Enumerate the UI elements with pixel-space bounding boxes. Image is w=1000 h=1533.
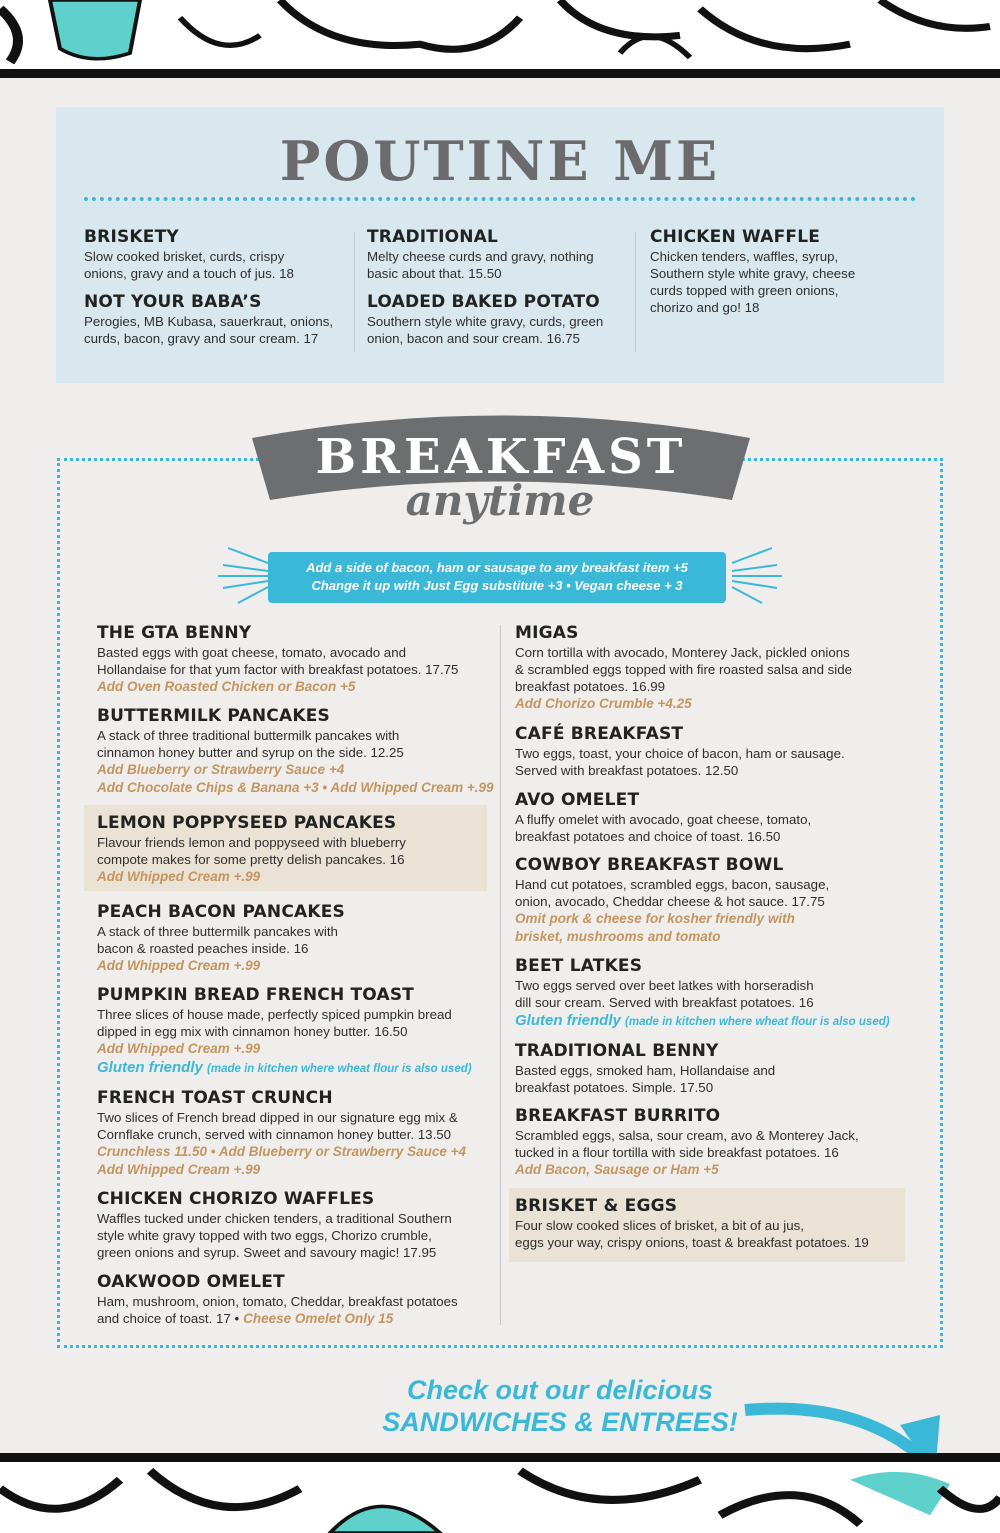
menu-item <box>97 1272 497 1328</box>
description-line: A fluffy omelet with avocado, goat cheese, tomato, <box>515 812 812 827</box>
description-line: Served with breakfast potatoes. 12.50 <box>515 763 739 778</box>
item-description <box>515 644 915 661</box>
item-description <box>515 745 915 762</box>
item-name: NOT YOUR BABA’S <box>84 292 262 312</box>
column-divider <box>635 232 636 352</box>
item-description <box>367 265 627 282</box>
item-name: BRISKETY <box>84 227 179 247</box>
item-description <box>367 330 627 347</box>
item-name: THE GTA BENNY <box>97 623 252 643</box>
description-line: breakfast potatoes. Simple. 17.50 <box>515 1080 714 1095</box>
gluten-friendly-label: Gluten friendly <box>515 1012 621 1029</box>
item-description <box>97 940 497 957</box>
description-line: Ham, mushroom, onion, tomato, Cheddar, breakfast potatoes <box>97 1294 458 1309</box>
item-description <box>515 876 915 893</box>
item-description <box>97 1126 497 1143</box>
description-line: and choice of toast. 17 • <box>97 1311 240 1326</box>
menu-item <box>515 790 915 845</box>
item-name: PUMPKIN BREAD FRENCH TOAST <box>97 985 415 1005</box>
item-description <box>97 1244 497 1261</box>
item-addon: Add Chorizo Crumble +4.25 <box>515 696 692 711</box>
item-description <box>97 744 497 761</box>
description-line: chorizo and go! 18 <box>650 300 760 315</box>
menu-item <box>97 706 497 797</box>
item-name: BREAKFAST BURRITO <box>515 1106 721 1126</box>
gluten-friendly-label: Gluten friendly <box>97 1059 203 1076</box>
description-line: cinnamon honey butter and syrup on the side. 12.25 <box>97 745 404 760</box>
menu-item <box>515 1196 915 1251</box>
description-line: Southern style white gravy, curds, green <box>367 314 604 329</box>
breakfast-addon-note <box>268 552 726 603</box>
item-description <box>515 678 915 695</box>
description-line: Perogies, MB Kubasa, sauerkraut, onions, <box>84 314 334 329</box>
cta-line: SANDWICHES & ENTREES! <box>382 1407 738 1437</box>
item-description <box>515 762 915 779</box>
description-line: Hollandaise for that yum factor with breakfast potatoes. 17.75 <box>97 662 459 677</box>
menu-item <box>515 956 915 1032</box>
menu-item <box>515 1106 915 1179</box>
item-name: BUTTERMILK PANCAKES <box>97 706 330 726</box>
description-line: Scrambled eggs, salsa, sour cream, avo & Monterey Jack, <box>515 1128 859 1143</box>
item-description <box>650 248 910 265</box>
item-name: FRENCH TOAST CRUNCH <box>97 1088 333 1108</box>
item-description <box>650 282 910 299</box>
column-divider <box>500 625 501 1325</box>
description-line: Flavour friends lemon and poppyseed with blueberry <box>97 835 406 850</box>
gluten-friendly-note <box>97 1058 497 1079</box>
item-description <box>97 644 497 661</box>
description-line: compote makes for some pretty delish pancakes. 16 <box>97 852 405 867</box>
poutine-item <box>367 292 627 347</box>
item-description <box>97 923 497 940</box>
item-description <box>84 313 344 330</box>
item-addon: Add Blueberry or Strawberry Sauce +4 <box>97 762 345 777</box>
item-description <box>515 1079 915 1096</box>
item-addon: Add Whipped Cream +.99 <box>97 869 261 884</box>
description-line: eggs your way, crispy onions, toast & breakfast potatoes. 19 <box>515 1235 869 1250</box>
menu-item <box>515 623 915 713</box>
poutine-title: POUTINE ME <box>279 129 721 193</box>
item-description <box>515 1217 915 1234</box>
item-addon: Add Chocolate Chips & Banana +3 • Add Whipped Cream +.99 <box>97 780 494 795</box>
decorative-floral-footer <box>0 1453 1000 1533</box>
menu-item <box>97 623 497 696</box>
note-line: Change it up with Just Egg substitute +3 • Vegan cheese + 3 <box>311 578 683 593</box>
poutine-column <box>367 227 627 347</box>
item-addon: Add Oven Roasted Chicken or Bacon +5 <box>97 679 356 694</box>
description-line: A stack of three buttermilk pancakes with <box>97 924 338 939</box>
gluten-friendly-detail: (made in kitchen where wheat flour is also used) <box>625 1016 890 1028</box>
poutine-item <box>84 292 344 347</box>
item-description <box>515 994 915 1011</box>
description-line: Waffles tucked under chicken tenders, a traditional Southern <box>97 1211 452 1226</box>
description-line: onions, gravy and a touch of jus. 18 <box>84 266 294 281</box>
item-description <box>515 1234 915 1251</box>
description-line: curds topped with green onions, <box>650 283 839 298</box>
item-name: LOADED BAKED POTATO <box>367 292 600 312</box>
description-line: dipped in egg mix with cinnamon honey butter. 16.50 <box>97 1024 408 1039</box>
item-description <box>97 1293 497 1310</box>
description-line: onion, avocado, Cheddar cheese & hot sauce. 17.75 <box>515 894 825 909</box>
description-line: Basted eggs with goat cheese, tomato, avocado and <box>97 645 406 660</box>
description-line: tucked in a flour tortilla with side breakfast potatoes. 16 <box>515 1145 839 1160</box>
item-description <box>97 851 497 868</box>
description-line: breakfast potatoes and choice of toast. 16.50 <box>515 829 781 844</box>
breakfast-subtitle: anytime <box>405 476 595 525</box>
item-name: AVO OMELET <box>515 790 640 810</box>
sandwiches-cta[interactable] <box>380 1374 740 1438</box>
item-description <box>515 828 915 845</box>
description-line: & scrambled eggs topped with fire roasted salsa and side <box>515 662 853 677</box>
description-line: basic about that. 15.50 <box>367 266 502 281</box>
item-description <box>515 811 915 828</box>
item-description <box>84 330 344 347</box>
description-line: Two eggs served over beet latkes with horseradish <box>515 978 814 993</box>
item-description <box>97 834 497 851</box>
column-divider <box>354 232 355 352</box>
item-name: CAFÉ BREAKFAST <box>515 724 684 744</box>
menu-item <box>515 724 915 779</box>
menu-item <box>97 813 497 886</box>
item-description <box>97 727 497 744</box>
description-line: Melty cheese curds and gravy, nothing <box>367 249 594 264</box>
item-name: CHICKEN CHORIZO WAFFLES <box>97 1189 375 1209</box>
item-addon: Add Bacon, Sausage or Ham +5 <box>515 1162 719 1177</box>
poutine-item <box>367 227 627 282</box>
poutine-column <box>84 227 344 347</box>
item-addon: Add Whipped Cream +.99 <box>97 1162 261 1177</box>
item-addon: Add Whipped Cream +.99 <box>97 958 261 973</box>
item-addon: Add Whipped Cream +.99 <box>97 1041 261 1056</box>
poutine-column <box>650 227 910 316</box>
item-addon: brisket, mushrooms and tomato <box>515 929 721 944</box>
description-line: Chicken tenders, waffles, syrup, <box>650 249 839 264</box>
description-line: curds, bacon, gravy and sour cream. 17 <box>84 331 319 346</box>
item-description <box>97 1227 497 1244</box>
cta-line: Check out our delicious <box>406 1375 714 1405</box>
item-description <box>97 1023 497 1040</box>
item-description <box>515 893 915 910</box>
item-description <box>367 248 627 265</box>
description-line: Basted eggs, smoked ham, Hollandaise and <box>515 1063 776 1078</box>
item-description <box>515 1127 915 1144</box>
item-description <box>515 1144 915 1161</box>
description-line: Two slices of French bread dipped in our signature egg mix & <box>97 1110 458 1125</box>
description-line: onion, bacon and sour cream. 16.75 <box>367 331 580 346</box>
decorative-floral-header <box>0 0 1000 78</box>
item-addon: Cheese Omelet Only 15 <box>243 1311 394 1326</box>
description-line: dill sour cream. Served with breakfast potatoes. 16 <box>515 995 814 1010</box>
gluten-friendly-detail: (made in kitchen where wheat flour is also used) <box>207 1063 472 1075</box>
item-description <box>650 265 910 282</box>
dotted-divider <box>84 197 916 201</box>
item-addon: Crunchless 11.50 • Add Blueberry or Strawberry Sauce +4 <box>97 1144 467 1159</box>
description-line: Corn tortilla with avocado, Monterey Jack, pickled onions <box>515 645 850 660</box>
description-line: Southern style white gravy, cheese <box>650 266 856 281</box>
item-name: TRADITIONAL <box>367 227 499 247</box>
item-description <box>650 299 910 316</box>
description-line: Three slices of house made, perfectly spiced pumpkin bread <box>97 1007 452 1022</box>
description-line: Slow cooked brisket, curds, crispy <box>84 249 285 264</box>
item-description <box>84 248 344 265</box>
menu-item <box>515 855 915 946</box>
description-line: Four slow cooked slices of brisket, a bit of au jus, <box>515 1218 804 1233</box>
poutine-item <box>84 227 344 282</box>
item-name: COWBOY BREAKFAST BOWL <box>515 855 784 875</box>
item-addon: Omit pork & cheese for kosher friendly with <box>515 911 795 926</box>
description-line: style white gravy topped with two eggs, Chorizo crumble, <box>97 1228 432 1243</box>
menu-item <box>97 985 497 1079</box>
item-description <box>84 265 344 282</box>
menu-item <box>97 1189 497 1261</box>
item-name: TRADITIONAL BENNY <box>515 1041 719 1061</box>
menu-item <box>97 902 497 975</box>
item-description <box>367 313 627 330</box>
poutine-section <box>56 107 944 383</box>
item-description <box>97 1109 497 1126</box>
item-description <box>515 1062 915 1079</box>
item-description <box>97 1210 497 1227</box>
description-line: Hand cut potatoes, scrambled eggs, bacon, sausage, <box>515 877 830 892</box>
poutine-item <box>650 227 910 316</box>
menu-item <box>97 1088 497 1179</box>
gluten-friendly-note <box>515 1011 915 1032</box>
menu-item <box>515 1041 915 1096</box>
item-description <box>97 1006 497 1023</box>
item-name: CHICKEN WAFFLE <box>650 227 821 247</box>
item-name: BEET LATKES <box>515 956 643 976</box>
description-line: green onions and syrup. Sweet and savoury magic! 17.95 <box>97 1245 437 1260</box>
item-name: MIGAS <box>515 623 579 643</box>
description-line: A stack of three traditional buttermilk pancakes with <box>97 728 400 743</box>
description-line: bacon & roasted peaches inside. 16 <box>97 941 309 956</box>
description-line: breakfast potatoes. 16.99 <box>515 679 666 694</box>
item-description <box>515 977 915 994</box>
sunburst-icon <box>722 545 782 607</box>
item-name: LEMON POPPYSEED PANCAKES <box>97 813 397 833</box>
item-name: OAKWOOD OMELET <box>97 1272 285 1292</box>
breakfast-title: BREAKFAST <box>315 429 687 485</box>
item-description <box>97 1310 497 1328</box>
description-line: Two eggs, toast, your choice of bacon, ham or sausage. <box>515 746 845 761</box>
item-description <box>515 661 915 678</box>
note-line: Add a side of bacon, ham or sausage to any breakfast item +5 <box>306 560 688 575</box>
item-name: PEACH BACON PANCAKES <box>97 902 345 922</box>
description-line: Cornflake crunch, served with cinnamon honey butter. 13.50 <box>97 1127 452 1142</box>
item-name: BRISKET & EGGS <box>515 1196 678 1216</box>
item-description <box>97 661 497 678</box>
